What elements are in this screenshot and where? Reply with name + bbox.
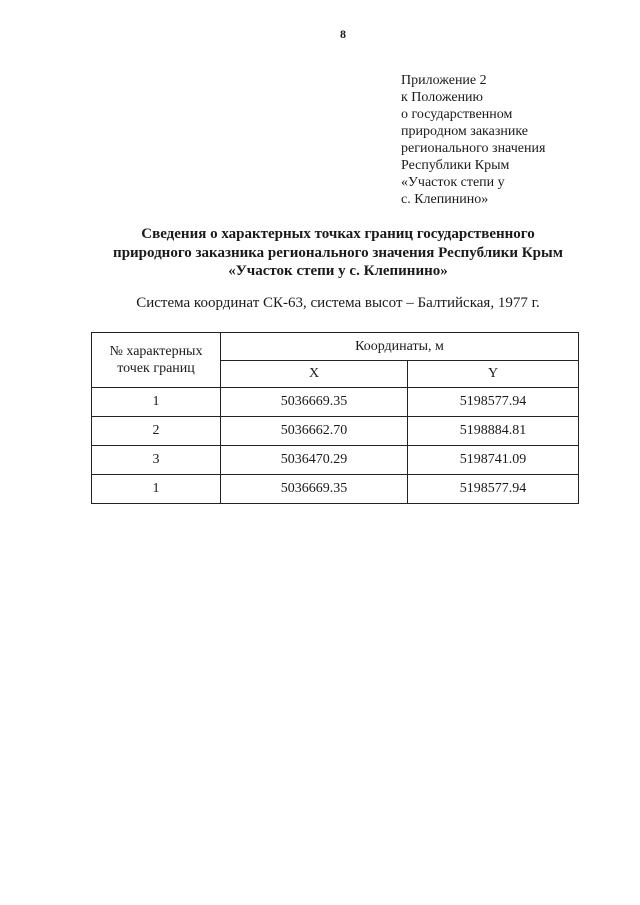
appendix-line: Республики Крым [401,158,510,173]
title-line: природного заказника регионального значения Республики Крым [113,244,563,261]
boundary-points-table [91,332,579,504]
y-coordinate-cell: 5198741.09 [408,446,579,475]
title-line: «Участок степи у с. Клепинино» [228,263,448,279]
y-coordinate-cell: 5198884.81 [408,417,579,446]
table-row [92,417,579,446]
y-coordinate-cell: 5198577.94 [408,388,579,417]
document-title [60,225,616,281]
point-number-cell: 3 [92,446,221,475]
title-line: Сведения о характерных точках границ государственного [141,226,535,242]
header-point-number: № характерных точек границ [92,333,221,388]
point-number-cell: 1 [92,388,221,417]
table-row [92,446,579,475]
point-number-cell: 1 [92,475,221,504]
appendix-line: Приложение 2 [401,73,487,88]
table-header-row [92,333,579,361]
appendix-line: «Участок степи у [401,175,505,190]
appendix-line: природном заказнике [401,124,529,139]
page-number: 8 [340,27,346,41]
x-coordinate-cell: 5036669.35 [221,475,408,504]
x-coordinate-cell: 5036470.29 [221,446,408,475]
header-coordinates: Координаты, м [221,333,579,361]
appendix-note [401,72,621,208]
y-coordinate-cell: 5198577.94 [408,475,579,504]
appendix-line: регионального значения [401,141,546,156]
x-coordinate-cell: 5036669.35 [221,388,408,417]
table-row [92,388,579,417]
header-x: X [221,361,408,388]
appendix-line: о государственном [401,107,513,122]
table-row [92,475,579,504]
header-y: Y [408,361,579,388]
coordinate-system-note: Система координат СК-63, система высот – Балтийская, 1977 г. [136,295,540,311]
point-number-cell: 2 [92,417,221,446]
appendix-line: к Положению [401,90,484,105]
appendix-line: с. Клепинино» [401,192,489,207]
x-coordinate-cell: 5036662.70 [221,417,408,446]
